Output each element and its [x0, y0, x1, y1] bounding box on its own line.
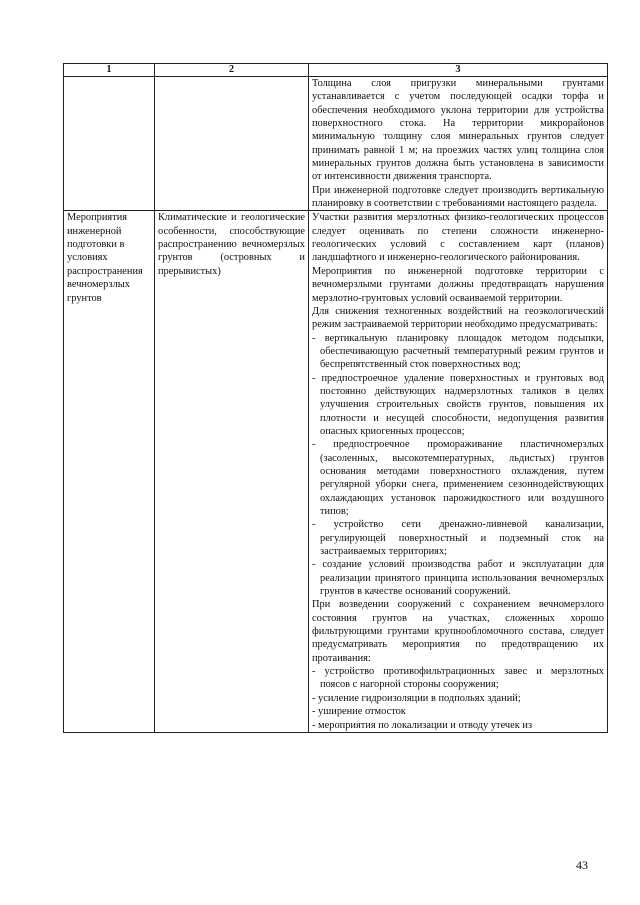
list-item: - усиление гидроизоляции в подпольях зданий; [312, 692, 521, 704]
row-2-conditions-cell [155, 211, 309, 732]
list-item: - вертикальную планировку площадок методом подсыпки, обеспечивающую расчетный температурный режим грунтов и беспрепятственный сток поверхностных вод; [312, 332, 604, 371]
paragraph: Толщина слоя пригрузки минеральными грунтами устанавливается с учетом последующей осадки торфа и обеспечения необходимого уклона территории для устройства поверхностного стока. На территории микрорайонов минимальную толщину слоя минеральных грунтов следует принимать равной 1 м; на проезжих частях улиц толщина слоя минеральных грунтов должна быть установлена в зависимости от интенсивности движения транспорта. [312, 78, 604, 183]
paragraph: При инженерной подготовке следует производить вертикальную планировку в соответствии с требованиями настоящего раздела. [312, 184, 604, 210]
row-1-measure-cell [64, 77, 155, 211]
paragraph: Мероприятия по инженерной подготовке территории с вечномерзлыми грунтами должны предотвращать нарушения мерзлотно-грунтовых условий осваиваемой территории. [312, 265, 604, 304]
header-col-3: 3 [309, 64, 608, 77]
list-item: - уширение отмосток [312, 706, 406, 718]
table-row [64, 211, 608, 732]
table-row [64, 77, 608, 211]
list-item: - предпостроечное промораживание пластичномерзлых (засоленных, высокотемпературных, льдистых) грунтов основания методами поверхностного охлаждения, путем регулярной уборки снега, применением сезоннодействующих охлаждающих установок парожидкостного или воздушного типов; [312, 439, 604, 517]
norms-table [63, 63, 608, 733]
row-1-conditions-cell [155, 77, 309, 211]
paragraph: Для снижения техногенных воздействий на геоэкологический режим застраиваемой территории необходимо предусматривать: [312, 305, 604, 331]
header-row [64, 64, 608, 77]
paragraph: При возведении сооружений с сохранением вечномерзлого состояния грунтов на участках, сложенных хорошо фильтрующими грунтами крупнообломочного состава, следует предусматривать мероприятия по предотвращению их протаивания: [312, 599, 604, 664]
list-item: - предпостроечное удаление поверхностных и грунтовых вод постоянно действующих надмерзлотных таликов в целях улучшения строительных свойств грунтов, повышения их плотности и несущей способности, недопущения развития опасных криогенных процессов; [312, 372, 604, 437]
measure-text: Мероприятия инженерной подготовки в условиях распространения вечномерзлых грунтов [67, 212, 143, 304]
paragraph: Участки развития мерзлотных физико-геологических процессов следует оценивать по степени сложности инженерно-геологических условий с составлением карт (планов) ландшафтного и инженерно-геологического районирования. [312, 212, 604, 264]
list-item: - создание условий производства работ и эксплуатации для реализации принятого принципа использования вечномерзлых грунтов в качестве оснований сооружений. [312, 559, 604, 598]
list-item: - мероприятия по локализации и отводу утечек из [312, 719, 533, 731]
row-2-measure-cell [64, 211, 155, 732]
row-2-requirements-cell [309, 211, 608, 732]
list-item: - устройство противофильтрационных завес и мерзлотных поясов с нагорной стороны сооружения; [312, 666, 604, 691]
conditions-text: Климатические и геологические особенности, способствующие распространению вечномерзлых грунтов (островных и прерывистых) [158, 212, 305, 277]
header-col-1: 1 [64, 64, 155, 77]
header-col-2: 2 [155, 64, 309, 77]
page-number: 43 [576, 858, 588, 872]
row-1-requirements-cell [309, 77, 608, 211]
list-item: - устройство сети дренажно-ливневой канализации, регулирующей поверхностный и подземный сток на застраиваемых территориях; [312, 519, 604, 558]
